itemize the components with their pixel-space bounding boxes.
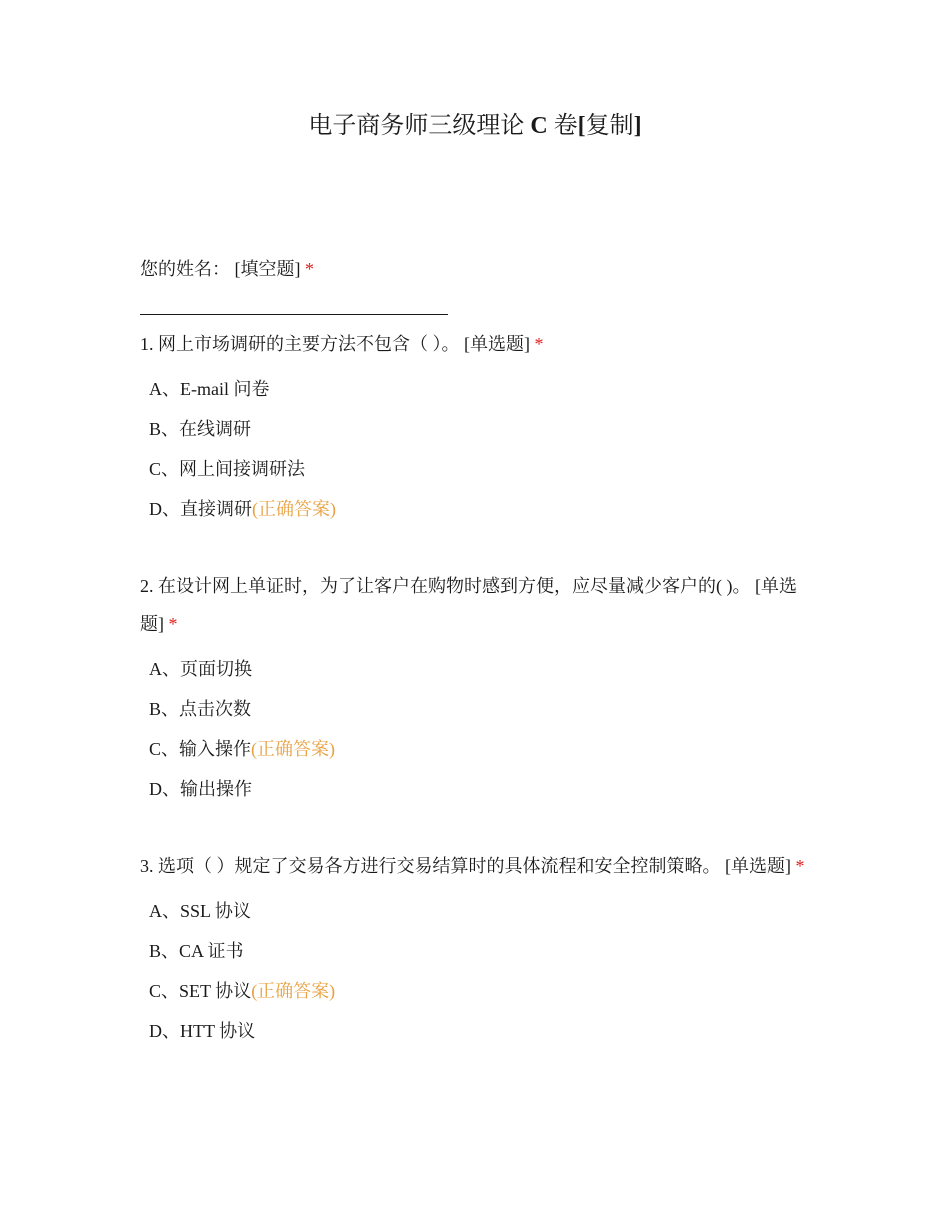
option-label: A、SSL 协议 [149,901,251,921]
question-stem: 3. 选项（ ）规定了交易各方进行交易结算时的具体流程和安全控制策略。 [140,856,721,876]
option-label: B、CA 证书 [149,941,244,961]
question-text [140,567,810,643]
required-mark: * [795,856,805,876]
question-stem: 2. 在设计网上单证时，为了让客户在购物时感到方便，应尽量减少客户的( )。 [140,576,751,596]
required-mark: * [168,614,178,634]
option-label: D、HTT 协议 [149,1021,256,1041]
title-letter: C [530,113,548,139]
correct-answer-tag: (正确答案) [251,739,336,759]
option-label: C、输入操作 [149,739,252,759]
required-mark: * [305,259,314,279]
option-list [140,369,810,529]
question-2 [140,567,810,809]
question-type-tag: [单选题] [140,576,797,634]
question-type-tag: [填空题] [234,259,301,279]
option-label: C、网上间接调研法 [149,459,306,479]
name-label: 您的姓名： [140,259,230,279]
option-d[interactable] [140,1011,810,1051]
option-b[interactable] [140,689,810,729]
title-text: 电子商务师三级理论 [308,113,531,139]
option-label: A、E-mail 问卷 [149,379,270,399]
title-bracket-close: ] [633,113,642,139]
question-type-tag: [单选题] [464,334,530,354]
option-label: C、SET 协议 [149,981,252,1001]
correct-answer-tag: (正确答案) [251,981,336,1001]
name-question [140,250,810,315]
title-copy-text: 复制 [585,113,634,139]
correct-answer-tag: (正确答案) [252,499,336,519]
required-mark: * [534,334,544,354]
option-d[interactable] [140,769,810,809]
option-list [140,649,810,809]
question-1 [140,325,810,529]
option-label: A、页面切换 [149,659,252,679]
option-b[interactable] [140,409,810,449]
question-3 [140,847,810,1051]
question-stem: 1. 网上市场调研的主要方法不包含（ ）。 [140,334,460,354]
option-label: D、输出操作 [149,779,252,799]
title-bracket-open: [ [577,113,586,139]
option-label: B、点击次数 [149,699,252,719]
option-a[interactable] [140,649,810,689]
option-c[interactable] [140,729,810,769]
option-c[interactable] [140,971,810,1011]
name-answer-blank[interactable] [140,300,448,315]
option-label: B、在线调研 [149,419,252,439]
option-label: D、直接调研 [149,499,252,519]
option-c[interactable] [140,449,810,489]
option-a[interactable] [140,369,810,409]
question-text [140,325,810,363]
option-b[interactable] [140,931,810,971]
option-a[interactable] [140,891,810,931]
option-d[interactable] [140,489,810,529]
question-type-tag: [单选题] [725,856,791,876]
title-text-2: 卷 [547,113,578,139]
document-title [0,108,950,144]
name-question-label [140,250,810,288]
option-list [140,891,810,1051]
question-text [140,847,810,885]
